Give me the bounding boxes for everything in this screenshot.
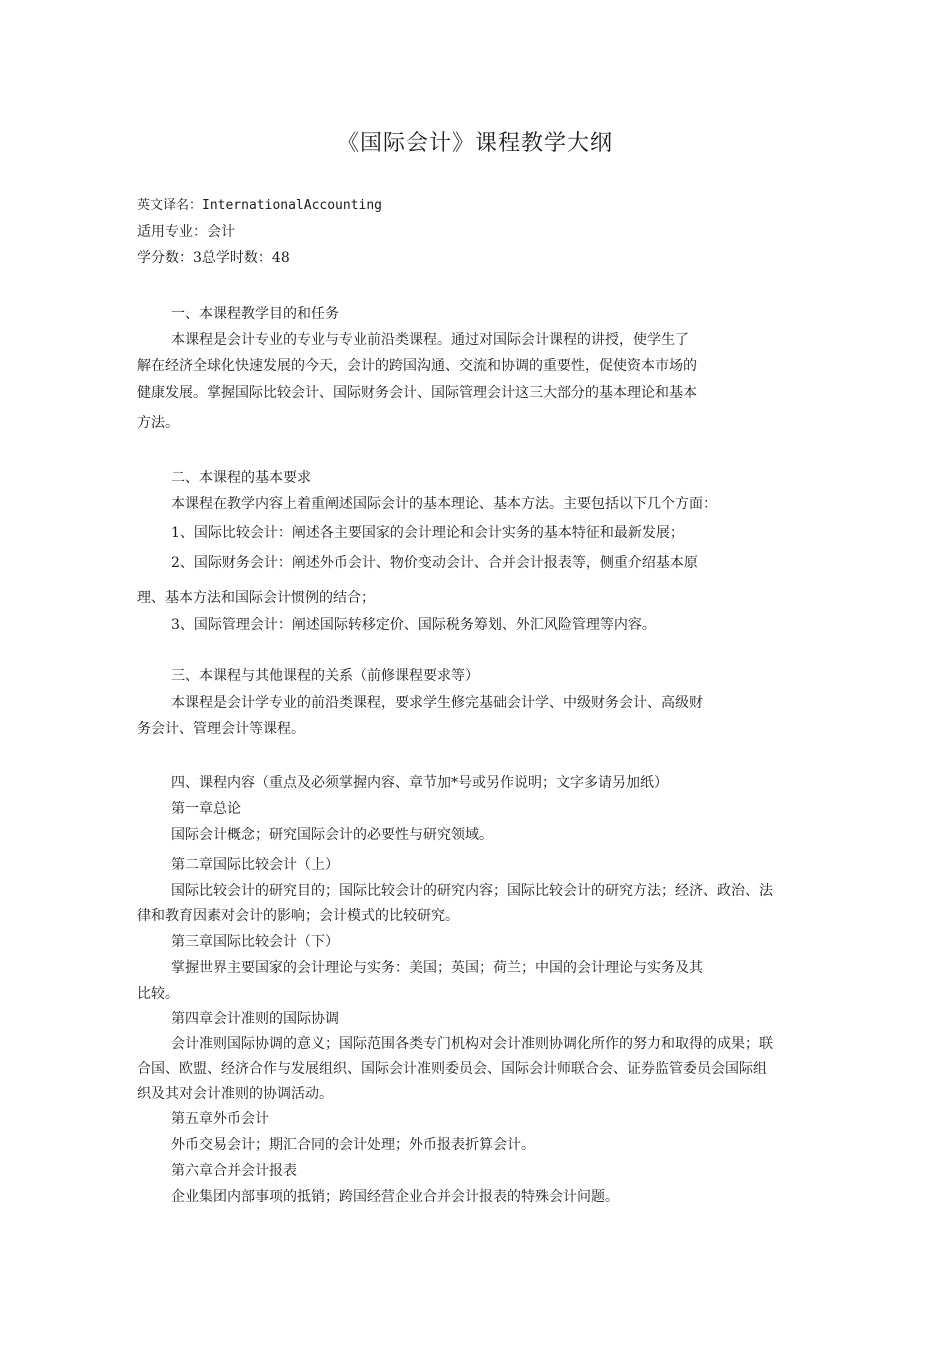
section1-paragraph-line: 健康发展。掌握国际比较会计、国际财务会计、国际管理会计这三大部分的基本理论和基本 xyxy=(137,385,697,401)
chapter-body: 合国、欧盟、经济合作与发展组织、国际会计准则委员会、国际会计师联合会、证券监管委员会国际组 xyxy=(137,1061,767,1077)
applicable-major: 适用专业：会计 xyxy=(137,224,235,240)
chapter-title: 第六章合并会计报表 xyxy=(171,1163,297,1179)
section3-paragraph-line: 务会计、管理会计等课程。 xyxy=(137,721,305,737)
chapter-body: 掌握世界主要国家的会计理论与实务：美国；英国；荷兰；中国的会计理论与实务及其 xyxy=(171,960,703,976)
section2-item: 1、国际比较会计：阐述各主要国家的会计理论和会计实务的基本特征和最新发展； xyxy=(171,525,684,541)
section2-heading: 二、本课程的基本要求 xyxy=(171,470,311,486)
chapter-title: 第一章总论 xyxy=(171,801,241,817)
section2-item: 2、国际财务会计：阐述外币会计、物价变动会计、合并会计报表等，侧重介绍基本原 xyxy=(171,555,698,571)
chapter-title: 第四章会计准则的国际协调 xyxy=(171,1011,339,1027)
section3-paragraph-line: 本课程是会计学专业的前沿类课程，要求学生修完基础会计学、中级财务会计、高级财 xyxy=(171,695,703,711)
english-name: 英文译名：InternationalAccounting xyxy=(137,198,383,213)
chapter-body: 律和教育因素对会计的影响；会计模式的比较研究。 xyxy=(137,908,459,924)
section4-heading: 四、课程内容（重点及必须掌握内容、章节加*号或另作说明；文字多请另加纸） xyxy=(171,775,668,791)
chapter-body: 国际比较会计的研究目的；国际比较会计的研究内容；国际比较会计的研究方法；经济、政治、法 xyxy=(171,883,773,899)
chapter-body: 外币交易会计；期汇合同的会计处理；外币报表折算会计。 xyxy=(171,1137,535,1153)
section1-paragraph-line: 本课程是会计专业的专业与专业前沿类课程。通过对国际会计课程的讲授，使学生了 xyxy=(171,332,689,348)
chapter-body: 织及其对会计准则的协调活动。 xyxy=(137,1086,333,1102)
chapter-body: 比较。 xyxy=(137,986,179,1002)
section2-intro: 本课程在教学内容上着重阐述国际会计的基本理论、基本方法。主要包括以下几个方面： xyxy=(171,496,717,512)
section3-heading: 三、本课程与其他课程的关系（前修课程要求等） xyxy=(171,668,479,684)
credits-hours: 学分数：3总学时数：48 xyxy=(137,250,290,266)
chapter-title: 第五章外币会计 xyxy=(171,1111,269,1127)
section1-paragraph-line: 方法。 xyxy=(137,415,179,431)
chapter-body: 会计准则国际协调的意义；国际范围各类专门机构对会计准则协调化所作的努力和取得的成果；联 xyxy=(171,1036,773,1052)
chapter-body: 企业集团内部事项的抵销；跨国经营企业合并会计报表的特殊会计问题。 xyxy=(171,1189,619,1205)
chapter-body: 国际会计概念；研究国际会计的必要性与研究领域。 xyxy=(171,827,493,843)
section2-item-continued: 理、基本方法和国际会计惯例的结合； xyxy=(137,590,375,606)
section1-paragraph-line: 解在经济全球化快速发展的今天，会计的跨国沟通、交流和协调的重要性，促使资本市场的 xyxy=(137,358,697,374)
document-title: 《国际会计》课程教学大纲 xyxy=(336,131,613,156)
chapter-title: 第三章国际比较会计（下） xyxy=(171,934,339,950)
section1-heading: 一、本课程教学目的和任务 xyxy=(171,306,339,322)
section2-item: 3、国际管理会计：阐述国际转移定价、国际税务筹划、外汇风险管理等内容。 xyxy=(171,617,656,633)
chapter-title: 第二章国际比较会计（上） xyxy=(171,857,339,873)
